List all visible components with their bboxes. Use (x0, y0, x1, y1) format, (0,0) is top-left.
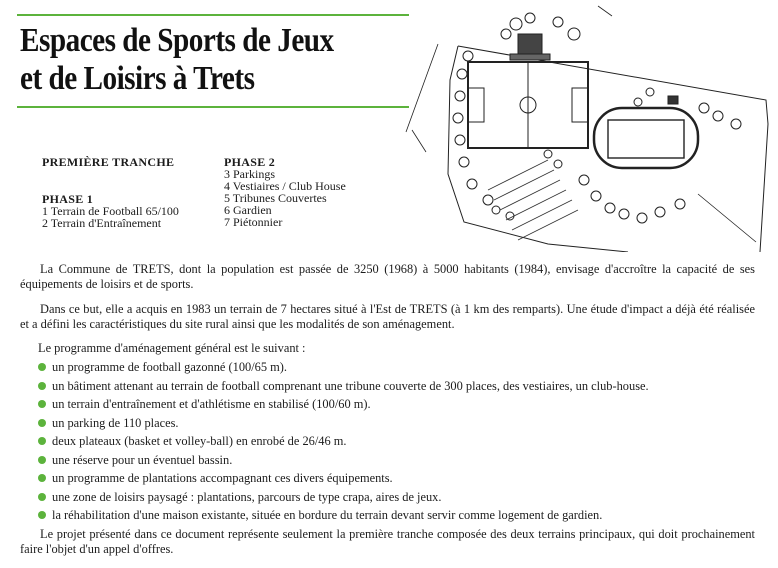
closing-paragraph: Le projet présenté dans ce document représente seulement la première tranche composée des deux terrains principaux, qui doit prochainement faire l'objet d'un appel d'offres. (20, 527, 755, 556)
bullet-dot-icon (38, 363, 46, 371)
list-item-text: une réserve pour un éventuel bassin. (52, 452, 233, 467)
phase2-item: 3 Parkings (224, 167, 275, 181)
premiere-tranche-heading: PREMIÈRE TRANCHE (42, 155, 175, 169)
list-item-text: un bâtiment attenant au terrain de football comprenant une tribune couverte de 300 places, des vestiaires, un club-house. (52, 378, 649, 393)
phase2-item: 4 Vestiaires / Club House (224, 179, 346, 193)
phase2-block (224, 156, 346, 228)
list-item (38, 434, 649, 453)
list-item-text: la réhabilitation d'une maison existante, située en bordure du terrain devant servir comme logement de gardien. (52, 508, 603, 522)
phase1-item: 1 Terrain de Football 65/100 (42, 204, 179, 218)
intro-paragraph-2: Dans ce but, elle a acquis en 1983 un terrain de 7 hectares situé à l'Est de TRETS (à 1 km des remparts). Une étude d'impact a déjà été réalisée et a défini les caractéristiques du site rural ainsi que les modalités de son aménagement. (20, 302, 755, 331)
list-item (38, 360, 649, 379)
list-item (38, 471, 649, 490)
page-title-line2: et de Loisirs à Trets (20, 60, 255, 97)
training-track (594, 108, 698, 168)
intro-paragraph-1: La Commune de TRETS, dont la population est passée de 3250 (1968) à 5000 habitants (1984), envisage d'accroître la capacité de ses équipements de loisirs et de sports. (20, 262, 755, 291)
bullet-dot-icon (38, 437, 46, 445)
programme-intro: Le programme d'aménagement général est le suivant : (38, 341, 306, 355)
list-item (38, 508, 649, 527)
list-item-text: un programme de football gazonné (100/65 m). (52, 360, 288, 374)
phase2-heading: PHASE 2 (224, 155, 276, 169)
bullet-dot-icon (38, 400, 46, 408)
page-title-line1: Espaces de Sports de Jeux (20, 22, 334, 59)
list-item-text: un parking de 110 places. (52, 415, 179, 430)
programme-list (38, 360, 649, 527)
list-item-text: un programme de plantations accompagnant ces divers équipements. (52, 471, 393, 485)
phase2-item: 7 Piétonnier (224, 215, 283, 229)
list-item (38, 453, 649, 472)
gardien-house (668, 96, 678, 104)
phase1-block (42, 193, 179, 229)
training-field (608, 120, 684, 158)
bullet-dot-icon (38, 493, 46, 501)
pitch-box-left (468, 88, 484, 122)
list-item (38, 416, 649, 435)
bullet-dot-icon (38, 419, 46, 427)
phase2-item: 6 Gardien (224, 203, 272, 217)
list-item-text: un terrain d'entraînement et d'athlétisme en stabilisé (100/60 m). (52, 397, 371, 411)
list-item (38, 490, 649, 509)
phase1-item: 2 Terrain d'Entraînement (42, 216, 162, 230)
list-item-text: une zone de loisirs paysagé : plantations, parcours de type crapa, aires de jeux. (52, 489, 442, 504)
site-plan-drawing (398, 4, 770, 252)
bullet-dot-icon (38, 511, 46, 519)
list-item-text: deux plateaux (basket et volley-ball) en enrobé de 26/46 m. (52, 434, 347, 448)
pitch-box-right (572, 88, 588, 122)
plan-trees (453, 13, 741, 223)
premiere-tranche-block (42, 156, 174, 168)
bullet-dot-icon (38, 474, 46, 482)
title-rule-top (17, 14, 409, 16)
page-title (20, 22, 381, 98)
bullet-dot-icon (38, 382, 46, 390)
parking-rows (488, 160, 578, 240)
title-rule-bottom (17, 106, 409, 108)
list-item (38, 379, 649, 398)
tribune (510, 54, 550, 60)
bullet-dot-icon (38, 456, 46, 464)
club-house (518, 34, 542, 56)
phase1-heading: PHASE 1 (42, 192, 94, 206)
list-item (38, 397, 649, 416)
phase2-item: 5 Tribunes Couvertes (224, 191, 327, 205)
